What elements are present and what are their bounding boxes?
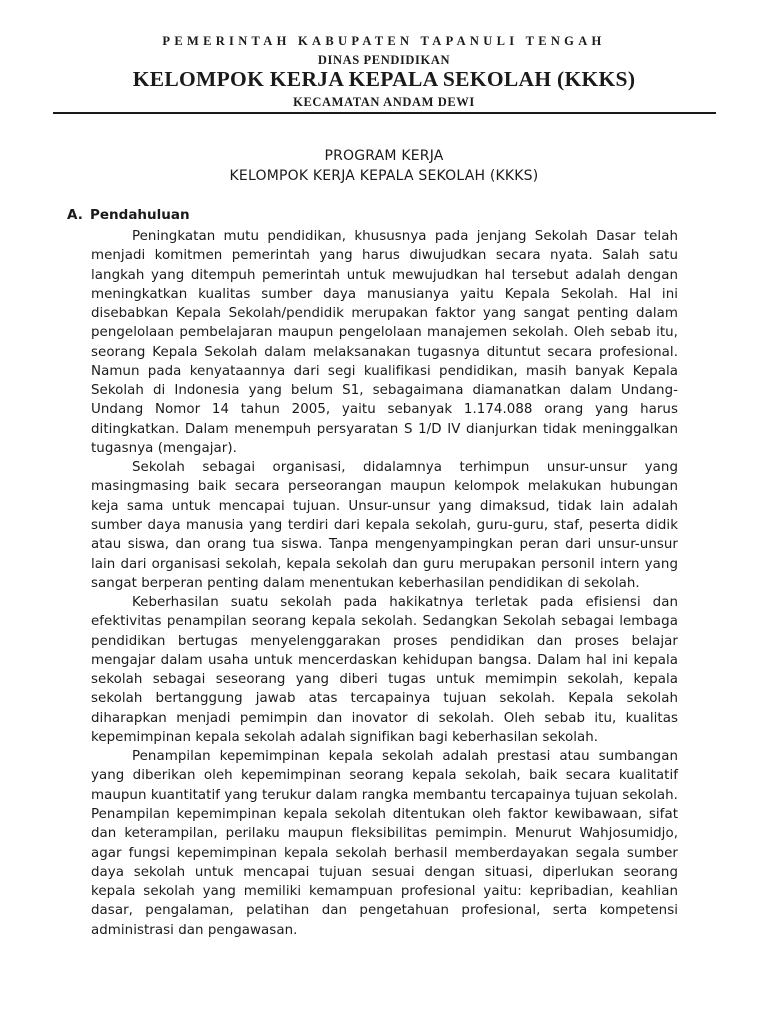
section-body <box>91 227 678 940</box>
letterhead-district: KECAMATAN ANDAM DEWI <box>293 95 475 109</box>
letterhead-divider <box>53 112 716 114</box>
section-title: Pendahuluan <box>90 207 190 223</box>
letterhead-organization: KELOMPOK KERJA KEPALA SEKOLAH (KKKS) <box>132 67 636 91</box>
paragraph: Sekolah sebagai organisasi, didalamnya terhimpun unsur-unsur yang masingmasing baik secara perseorangan maupun kelompok melakukan hubungan keja sama untuk mencapai tujuan. Unsur-unsur yang dimaksud, tidak lain adalah sumber daya manusia yang terdiri dari kepala sekolah, guru-guru, staf, peserta didik atau siswa, dan orang tua siswa. Tanpa mengenyampingkan peran dari unsur-unsur lain dari organisasi sekolah, kepala sekolah dan guru merupakan personil intern yang sangat berperan penting dalam menentukan keberhasilan pendidikan di sekolah. <box>91 460 678 591</box>
document-subtitle: KELOMPOK KERJA KEPALA SEKOLAH (KKKS) <box>229 168 539 184</box>
paragraph: Penampilan kepemimpinan kepala sekolah adalah prestasi atau sumbangan yang diberikan oleh kepemimpinan seorang kepala sekolah, baik secara kualitatif maupun kuantitatif yang terukur dalam rangka membantu tercapainya tujuan sekolah. Penampilan kepemimpinan kepala sekolah ditentukan oleh faktor kewibawaan, sifat dan keterampilan, perilaku maupun fleksibilitas pemimpin. Menurut Wahjosumidjo, agar fungsi kepemimpinan kepala sekolah berhasil memberdayakan segala sumber daya sekolah untuk mencapai tujuan sesuai dengan situasi, diperlukan seorang kepala sekolah yang memiliki kemampuan profesional yaitu: kepribadian, keahlian dasar, pengalaman, pelatihan dan pengetahuan profesional, serta kompetensi administrasi dan pengawasan. <box>91 749 678 938</box>
paragraph: Peningkatan mutu pendidikan, khususnya pada jenjang Sekolah Dasar telah menjadi komitmen pemerintah yang harus diwujudkan secara nyata. Salah satu langkah yang ditempuh pemerintah untuk mewujudkan hal tersebut adalah dengan meningkatkan kualitas sumber daya manusianya yaitu Kepala Sekolah. Hal ini disebabkan Kepala Sekolah/pendidik merupakan faktor yang sangat penting dalam pengelolaan pembelajaran maupun pengelolaan manajemen sekolah. Oleh sebab itu, seorang Kepala Sekolah dalam melaksanakan tugasnya dituntut secara profesional. Namun pada kenyataannya dari segi kualifikasi pendidikan, masih banyak Kepala Sekolah di Indonesia yang belum S1, sebagaimana diamanatkan dalam Undang-Undang Nomor 14 tahun 2005, yaitu sebanyak 1.174.088 orang yang harus ditingkatkan. Dalam menempuh persyaratan S 1/D IV dianjurkan tidak meninggalkan tugasnya (mengajar). <box>91 229 678 456</box>
paragraph: Keberhasilan suatu sekolah pada hakikatnya terletak pada efisiensi dan efektivitas penampilan seorang kepala sekolah. Sedangkan Sekolah sebagai lembaga pendidikan bertugas menyelenggarakan proses pendidikan dan proses belajar mengajar dalam usaha untuk mencerdaskan kehidupan bangsa. Dalam hal ini kepala sekolah sebagai seseorang yang diberi tugas untuk memimpin sekolah, kepala sekolah bertanggung jawab atas tercapainya tujuan sekolah. Kepala sekolah diharapkan menjadi pemimpin dan inovator di sekolah. Oleh sebab itu, kualitas kepemimpinan kepala sekolah adalah signifikan bagi keberhasilan sekolah. <box>91 595 678 745</box>
document-title: PROGRAM KERJA <box>324 148 444 164</box>
section-heading <box>67 206 190 224</box>
section-letter: A. <box>67 207 83 223</box>
letterhead-department: DINAS PENDIDIKAN <box>317 53 451 67</box>
letterhead-government: PEMERINTAH KABUPATEN TAPANULI TENGAH <box>162 34 606 48</box>
